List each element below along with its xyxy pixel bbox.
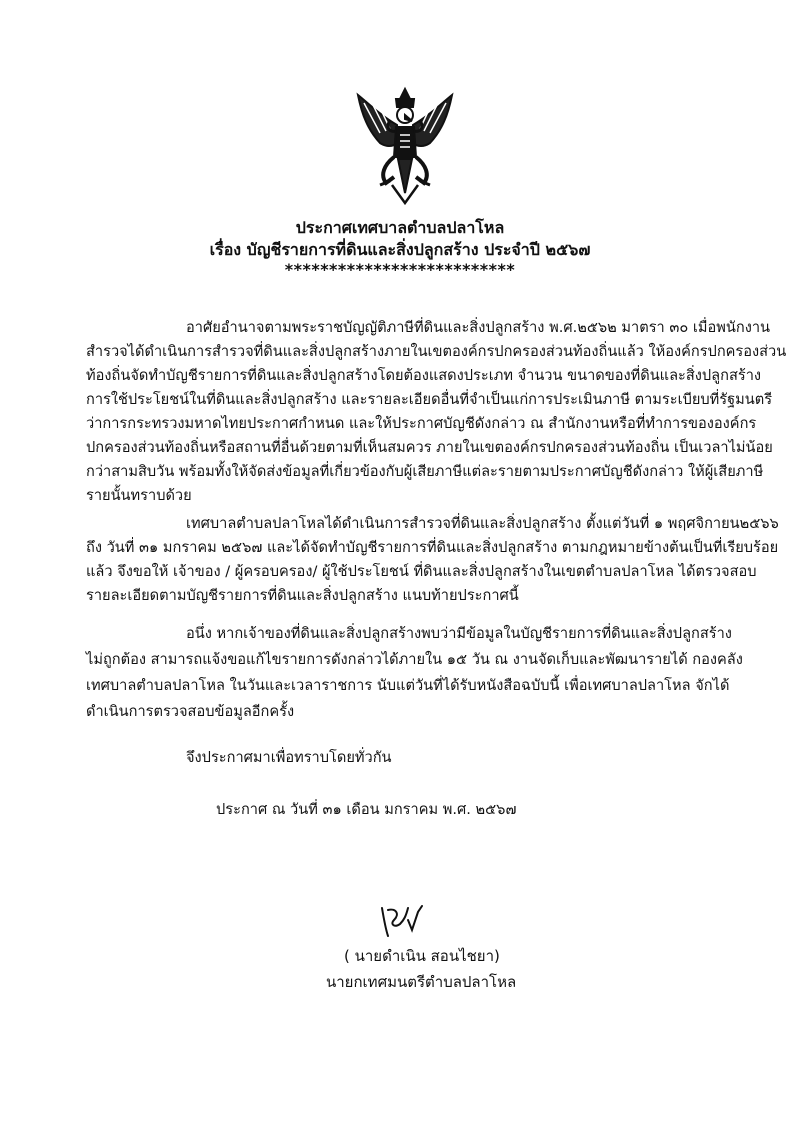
signer-name: ( นายดำเนิน สอนไชยา) bbox=[344, 947, 500, 965]
paragraph-1-line: อาศัยอำนาจตามพระราชบัญญัติภาษีที่ดินและสิ่งปลูกสร้าง พ.ศ.๒๕๖๒ มาตรา ๓๐ เมื่อพนักงาน bbox=[186, 319, 771, 336]
paragraph-1-line: สำรวจได้ดำเนินการสำรวจที่ดินและสิ่งปลูกสร้างภายในเขตองค์กรปกครองส่วนท้องถิ่นแล้ว ให้องค์กรปกครองส่วน bbox=[86, 343, 787, 360]
announcement-date: ประกาศ ณ วันที่ ๓๑ เดือน มกราคม พ.ศ. ๒๕๖๗ bbox=[216, 801, 517, 818]
paragraph-3-line: อนึ่ง หากเจ้าของที่ดินและสิ่งปลูกสร้างพบว่ามีข้อมูลในบัญชีรายการที่ดินและสิ่งปลูกสร้าง bbox=[186, 625, 732, 642]
announcement-subject: เรื่อง บัญชีรายการที่ดินและสิ่งปลูกสร้าง ประจำปี ๒๕๖๗ bbox=[209, 240, 591, 259]
paragraph-1-line: ปกครองส่วนท้องถิ่นหรือสถานที่อื่นด้วยตามที่เห็นสมควร ภายในเขตองค์กรปกครองส่วนท้องถิ่น เป็นเวลาไม่น้อย bbox=[86, 439, 773, 456]
paragraph-3-line: ไม่ถูกต้อง สามารถแจ้งขอแก้ไขรายการดังกล่าวได้ภายใน ๑๕ วัน ณ งานจัดเก็บและพัฒนารายได้ กองคลัง bbox=[86, 651, 743, 668]
paragraph-1-line: ว่าการกระทรวงมหาดไทยประกาศกำหนด และให้ประกาศบัญชีดังกล่าว ณ สำนักงานหรือที่ทำการขององค์กร bbox=[86, 415, 757, 432]
paragraph-3-line: เทศบาลตำบลปลาโหล ในวันและเวลาราชการ นับแต่วันที่ได้รับหนังสือฉบับนี้ เพื่อเทศบาลปลาโหล จักได้ bbox=[86, 677, 730, 694]
paragraph-2-line: รายละเอียดตามบัญชีรายการที่ดินและสิ่งปลูกสร้าง แนบท้ายประกาศนี้ bbox=[86, 587, 519, 604]
paragraph-3-line: ดำเนินการตรวจสอบข้อมูลอีกครั้ง bbox=[86, 703, 295, 720]
title-divider: ************************** bbox=[284, 260, 516, 279]
paragraph-1-line: การใช้ประโยชน์ในที่ดินและสิ่งปลูกสร้าง และรายละเอียดอื่นที่จำเป็นแก่การประเมินภาษี ตามระเบียบที่รัฐมนตรี bbox=[86, 391, 773, 408]
paragraph-1-line: ท้องถิ่นจัดทำบัญชีรายการที่ดินและสิ่งปลูกสร้างโดยต้องแสดงประเภท จำนวน ขนาดของที่ดินและสิ่งปลูกสร้าง bbox=[86, 367, 762, 384]
announcement-title: ประกาศเทศบาลตำบลปลาโหล bbox=[295, 218, 505, 237]
paragraph-1-line: กว่าสามสิบวัน พร้อมทั้งให้จัดส่งข้อมูลที่เกี่ยวข้องกับผู้เสียภาษีแต่ละรายตามประกาศบัญชีดังกล่าว ให้ผู้เสียภาษี bbox=[86, 463, 764, 480]
paragraph-1-line: รายนั้นทราบด้วย bbox=[86, 487, 192, 504]
garuda-emblem-icon bbox=[350, 85, 460, 210]
paragraph-2-line: ถึง วันที่ ๓๑ มกราคม ๒๕๖๗ และได้จัดทำบัญชีรายการที่ดินและสิ่งปลูกสร้าง ตามกฎหมายข้างต้นเป็นที่เรียบร้อย bbox=[86, 539, 779, 556]
signer-position: นายกเทศมนตรีตำบลปลาโหล bbox=[326, 973, 517, 991]
signature-mark bbox=[378, 900, 428, 940]
paragraph-2-line: เทศบาลตำบลปลาโหลได้ดำเนินการสำรวจที่ดินและสิ่งปลูกสร้าง ตั้งแต่วันที่ ๑ พฤศจิกายน๒๕๖๖ bbox=[186, 515, 779, 532]
paragraph-2-line: แล้ว จึงขอให้ เจ้าของ / ผู้ครอบครอง/ ผู้ใช้ประโยชน์ ที่ดินและสิ่งปลูกสร้างในเขตตำบลปลาโหล ได้ตรวจสอบ bbox=[86, 563, 757, 580]
announce-line: จึงประกาศมาเพื่อทราบโดยทั่วกัน bbox=[186, 749, 392, 766]
